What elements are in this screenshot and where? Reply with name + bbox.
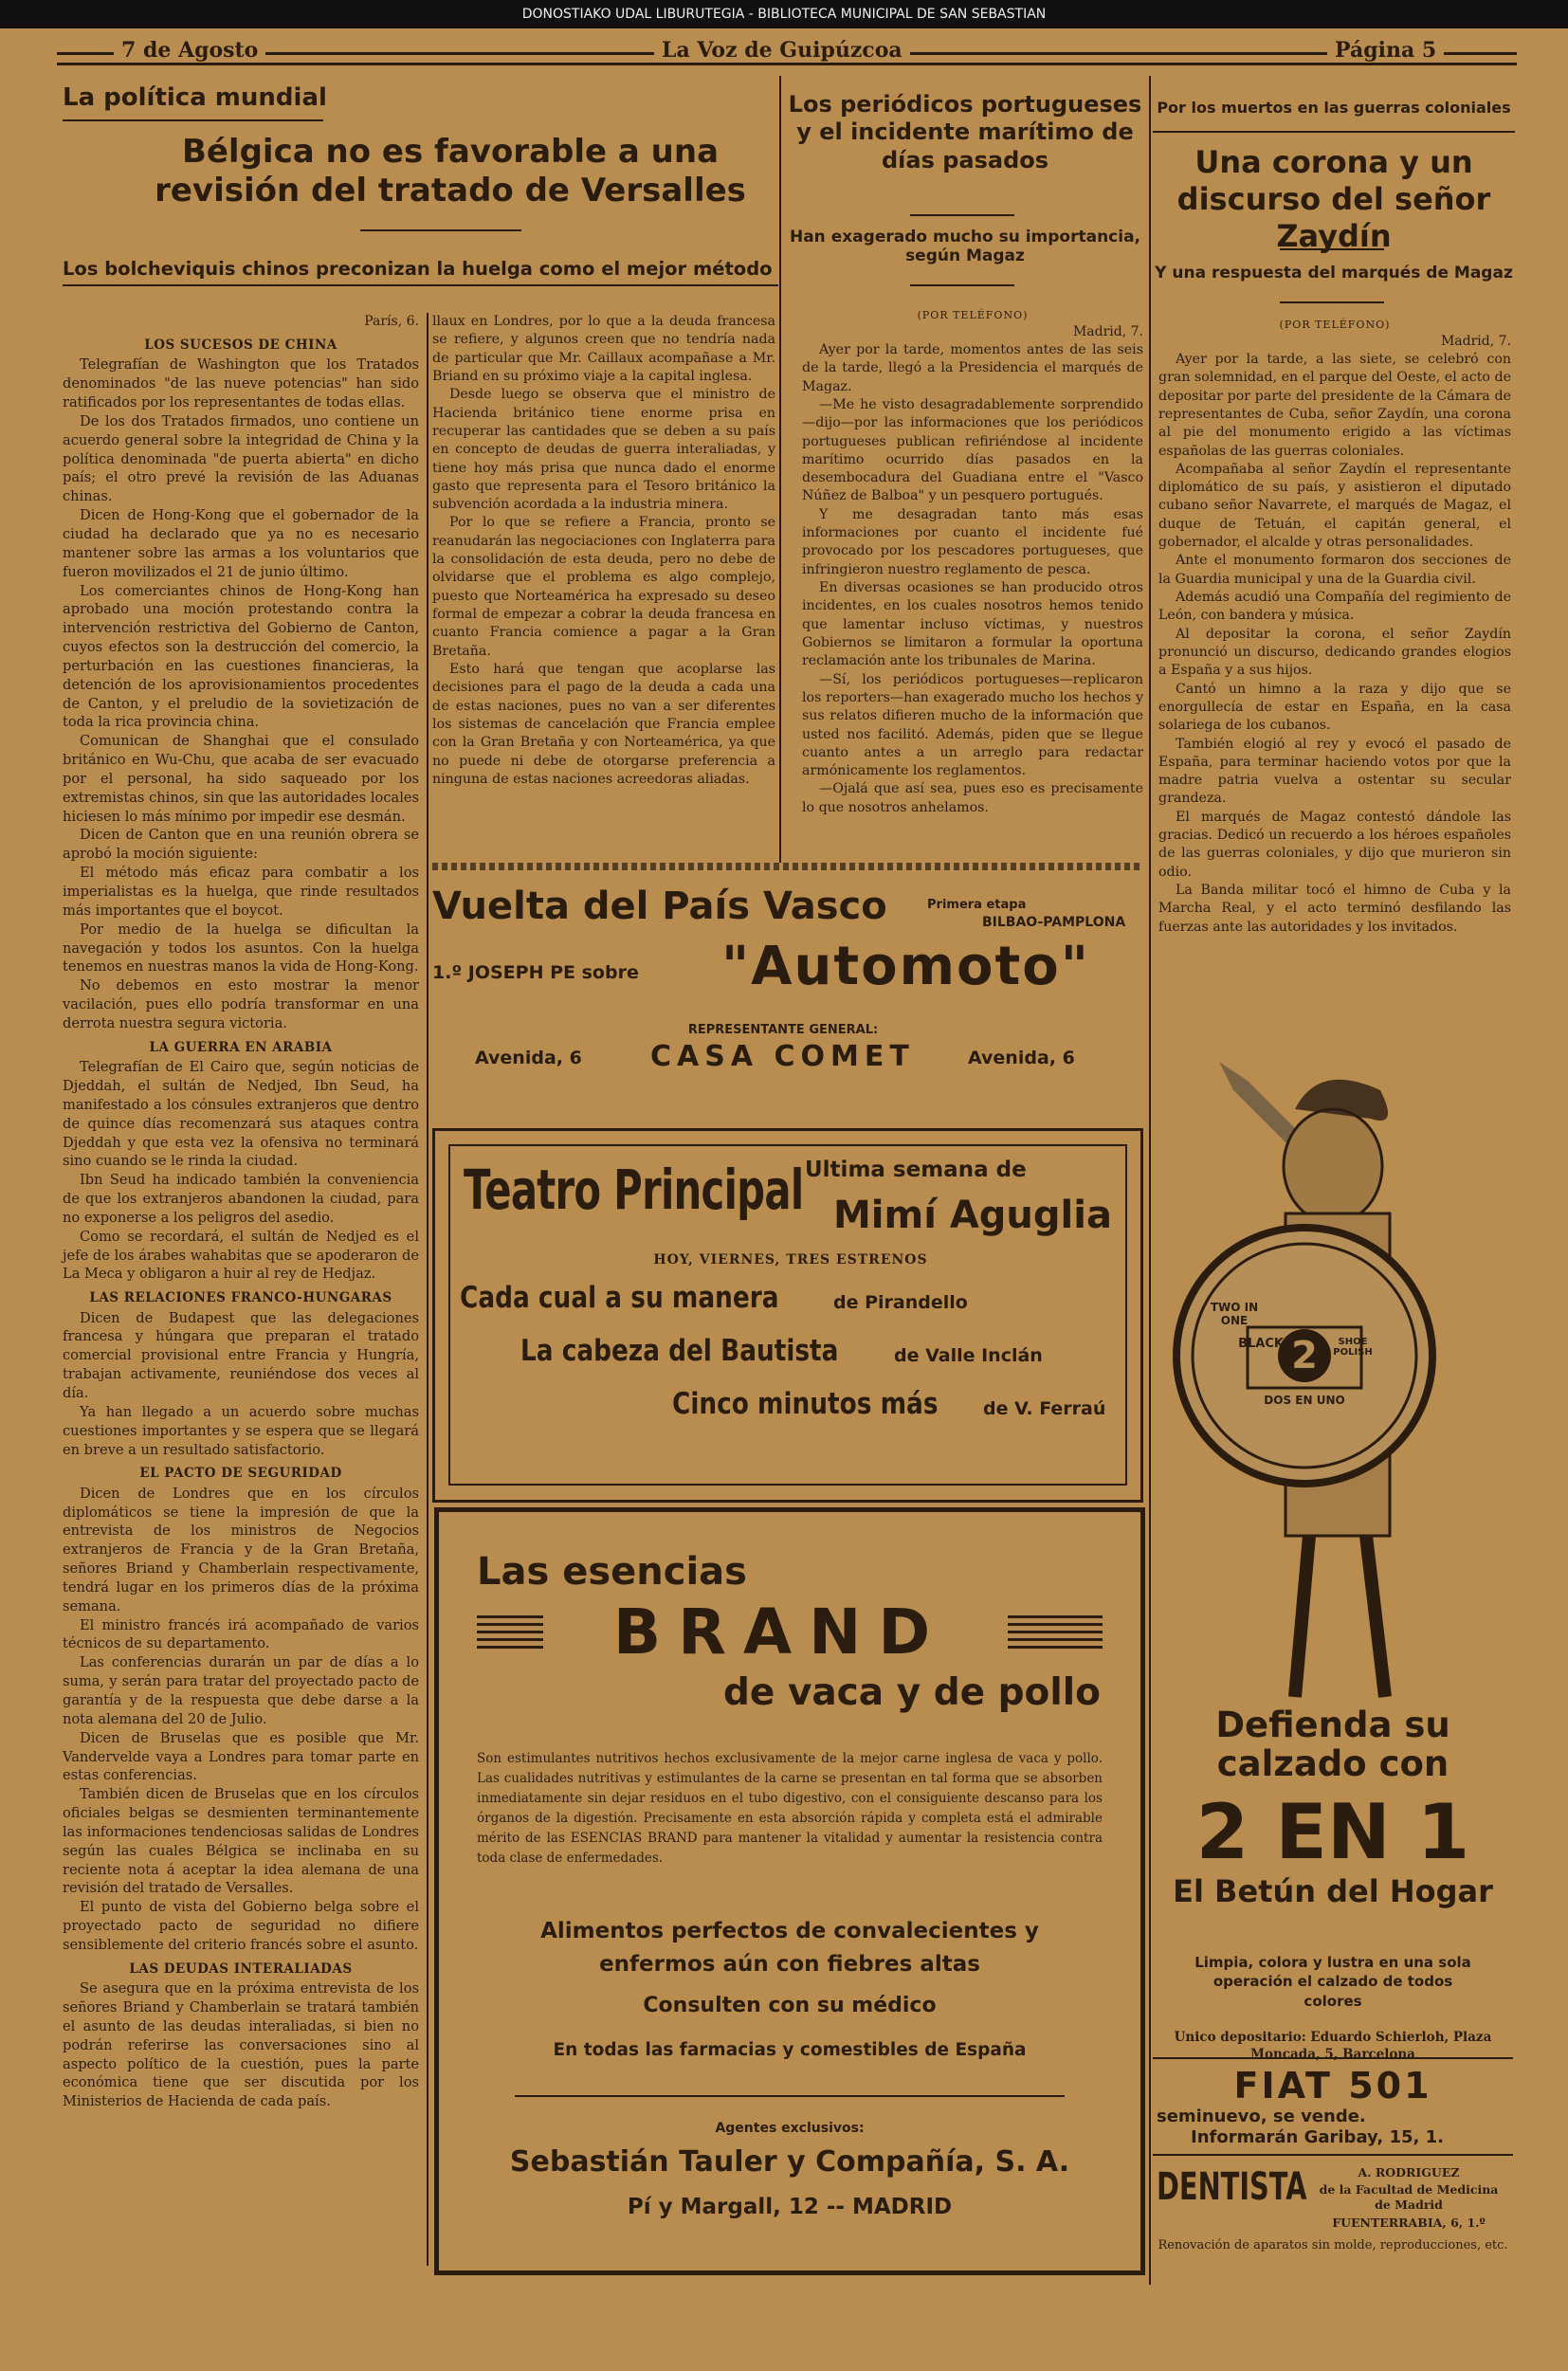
ad-brand-claim1: Alimentos perfectos de convalecientes y enfermos aún con fiebres altas — [540, 1919, 1039, 1977]
ad-betun-depot: Unico depositario: Eduardo Schierloh, Plaza Moncada, 5, Barcelona — [1174, 2030, 1492, 2063]
ad-dentista-name: A. RODRIGUEZ — [1358, 2165, 1460, 2179]
ad-vuelta-stage-label: Primera etapa — [927, 898, 1027, 912]
paragraph: Ante el monumento formaron dos secciones de la Guardia municipal y una de la Guardia civil. — [1158, 553, 1511, 587]
ad-fiat-line2: Informarán Garibay, 15, 1. — [1191, 2127, 1444, 2147]
ad-teatro-play3: Cinco minutos más — [672, 1387, 939, 1421]
paragraph: Telegrafían de Washington que los Tratados denominados "de las nueve potencias" han sido ratificados por los representantes de todas ellas. — [63, 356, 419, 411]
ad-brand-stripes-right — [1008, 1614, 1103, 1649]
ad-brand-line2: de vaca y de pollo — [723, 1671, 1101, 1714]
knight-leg-left — [1295, 1536, 1309, 1697]
knight-illustration — [1153, 1052, 1513, 1706]
header-paper-name: La Voz de Guipúzcoa — [654, 38, 910, 63]
paragraph: Por medio de la huelga se dificultan la navegación y todos los asuntos. Con la huelga tenemos en nuestras manos la vida de Hong-Kong. — [63, 921, 419, 976]
zaydin-headline: Una corona y un discurso del señor Zaydín — [1176, 144, 1491, 255]
ad-dentista-line3: Renovación de aparatos sin molde, reproducciones, etc. — [1158, 2238, 1508, 2252]
deck-rule — [63, 284, 778, 286]
paragraph: El ministro francés irá acompañado de varios técnicos de su departamento. — [63, 1616, 419, 1652]
paragraph: Desde luego se observa que el ministro de Hacienda británico tiene enorme prisa en recuperar las cantidades que se deben a su país en concepto de deudas de guerra interaliadas, y tiene hoy más prisa que nunca dado el enorme gasto que representa para el Tesoro británico la subvención acordada a la industria minera. — [432, 387, 775, 513]
seal-number: 2 — [1291, 1334, 1318, 1377]
paragraph: Comunican de Shanghai que el consulado británico en Wu-Chu, que acaba de ser evacuado por el personal, ha sido saqueado por los extremistas chinos, sin que las autoridades locales hiciesen lo más mínimo por impedir ese desmán. — [63, 733, 419, 825]
paragraph: Ayer por la tarde, a las siete, se celebró con gran solemnidad, en el parque del Oeste, el acto de depositar por parte del presidente de la Cámara de representantes de Cuba, señor Zaydín, una corona al pie del monumento erigido a las víctimas españolas de las guerras coloniales. — [1158, 351, 1511, 459]
paragraph: En diversas ocasiones se han producido otros incidentes, en los cuales nosotros hemos tenido que lamentar incluso víctimas, y nuestros Gobiernos se limitaron a formular la oportuna reclamación ante los tribunales de Marina. — [802, 580, 1143, 669]
article-portugueses — [802, 309, 1143, 817]
paragraph: Y me desagradan tanto más esas informaciones por cuanto el incidente fué provocado por los pescadores portugueses, que infringieron nuestro reglamento de pesca. — [802, 506, 1143, 577]
paragraph: Se asegura que en la próxima entrevista de los señores Briand y Chamberlain se tratará también el asunto de las deudas interaliadas, si bien no podrán referirse las conversaciones sino al aspecto político de la cuestión, pues la parte económica tiene que ser discutida por los Ministerios de Hacienda de cada país. — [63, 1980, 419, 2110]
paragraph: Por lo que se refiere a Francia, pronto se reanudarán las negociaciones con Inglaterra para la consolidación de esta deuda, pero no debe de olvidarse que el problema es algo complejo, puesto que Norteamérica ha expresado su deseo formal de empezar a cobrar la deuda francesa en cuanto Francia comience a pagar a la Gran Bretaña. — [432, 515, 775, 659]
knight-leg-right — [1366, 1536, 1385, 1697]
paragraph: Ya han llegado a un acuerdo sobre muchas cuestiones importantes y se espera que se llegará en breve a un resultado satisfactorio. — [63, 1403, 419, 1458]
deck-rule — [1280, 301, 1384, 303]
dateline: París, 6. — [364, 314, 419, 329]
ad-vuelta-rep-label: REPRESENTANTE GENERAL: — [687, 1023, 879, 1037]
section-kicker: La política mundial — [63, 83, 327, 112]
subhead-franco-hungaras: LAS RELACIONES FRANCO-HUNGARAS — [89, 1290, 392, 1306]
ad-vuelta-brand: "Automoto" — [721, 936, 1090, 997]
ad-brand-address: Pí y Margall, 12 -- MADRID — [627, 2195, 953, 2219]
ad-teatro-play2: La cabeza del Bautista — [520, 1334, 839, 1368]
paragraph: —Sí, los periódicos portugueses—replicaron los reporters—han exagerado mucho los hechos y sus relatos difieren mucho de la información que usted nos facilitó. Además, piden que se llegue cuanto antes a un arreglo para redactar armónicamente los reglamentos. — [802, 671, 1143, 779]
ad-brand-claim2: Consulten con su médico — [643, 1994, 937, 2017]
ad-fiat-line1: seminuevo, se vende. — [1157, 2107, 1366, 2126]
ad-betun-brand: 2 EN 1 — [1195, 1788, 1470, 1876]
ad-vuelta-stage: BILBAO-PAMPLONA — [982, 915, 1126, 930]
ad-brand-body: Son estimulantes nutritivos hechos exclusivamente de la mejor carne inglesa de vaca y pollo. Las cualidades nutritivas y estimulantes de la carne se presentan en tal forma que se absorben inmediatamente sin dejar residuos en el tubo digestivo, con el consiguiente descanso para los órganos de la digestión. Precisamente en esta absorción rápida y completa está el admirable mérito de las ESENCIAS BRAND para mantener la vitalidad y aumentar la resistencia contra toda clase de enfermedades. — [477, 1751, 1103, 1866]
column-rule — [779, 76, 781, 863]
ad-brand-line1: Las esencias — [477, 1550, 747, 1594]
ad-teatro-line1: Ultima semana de — [805, 1158, 1027, 1182]
seal-bottom-text: DOS EN UNO — [1264, 1394, 1345, 1407]
helmet-plume — [1295, 1080, 1388, 1121]
ad-vuelta-address-right: Avenida, 6 — [968, 1048, 1075, 1068]
ad-betun-line2: El Betún del Hogar — [1173, 1873, 1493, 1909]
paragraph: De los dos Tratados firmados, uno contiene un acuerdo general sobre la integridad de China y la política denominada "de puerta abierta" en dicho país; el otro prevé la revisión de las Aduanas chinas. — [63, 412, 419, 505]
ad-betun-2en1 — [1153, 1052, 1513, 2063]
kicker-rule — [1153, 131, 1515, 133]
paragraph: El marqués de Magaz contestó dándole las gracias. Dedicó un recuerdo a los héroes españoles de las guerras coloniales, y dijo que murieron sin odio. — [1158, 809, 1511, 880]
article-continuation — [432, 313, 775, 789]
paragraph: Ibn Seud ha indicado también la conveniencia de que los extranjeros abandonen la ciudad, para no exponerse a los peligros del asedio. — [63, 1172, 419, 1226]
paragraph: No debemos en esto mostrar la menor vacilación, pues ello podría transformar en una derrota nuestra segura victoria. — [63, 977, 419, 1031]
ad-vuelta-title: Vuelta del País Vasco — [432, 885, 887, 928]
paragraph: También dicen de Bruselas que en los círculos oficiales belgas se desmienten terminantemente las informaciones tendenciosas salidas de Londres según las cuales Bélgica se inclinaba en su reciente nota á aceptar la idea alemana de una revisión del tratado de Versalles. — [63, 1786, 419, 1897]
ad-esencias-brand — [434, 1507, 1145, 2275]
ad-fiat-title: FIAT 501 — [1233, 2065, 1432, 2107]
ad-teatro-artist: Mimí Aguglia — [833, 1194, 1112, 1237]
ad-betun-line3: Limpia, colora y lustra en una sola operación el calzado de todos colores — [1194, 1954, 1471, 2010]
header-date: 7 de Agosto — [114, 38, 265, 63]
column-rule — [1149, 76, 1151, 2285]
ad-brand-agents-label: Agentes exclusivos: — [715, 2121, 865, 2136]
ad-teatro-name: Teatro Principal — [464, 1158, 804, 1222]
paragraph: Dicen de Budapest que las delegaciones francesa y húngara que preparan el tratado comercial provisional entre Francia y Hungría, trabajan activamente, reuniéndose dos veces al día. — [63, 1309, 419, 1401]
paragraph: Además acudió una Compañía del regimiento de León, con bandera y música. — [1158, 590, 1511, 624]
portugueses-headline: Los periódicos portugueses y el incidente marítimo de días pasados — [788, 91, 1142, 173]
ad-teatro-play1: Cada cual a su manera — [460, 1281, 779, 1315]
ad-vuelta-address-left: Avenida, 6 — [475, 1048, 582, 1068]
ad-brand-claim3: En todas las farmacias y comestibles de España — [553, 2040, 1027, 2060]
header-page-number: Página 5 — [1327, 38, 1444, 63]
knight-head — [1284, 1109, 1382, 1223]
ad-divider — [1153, 2057, 1513, 2059]
dateline: Madrid, 7. — [1072, 323, 1143, 339]
zaydin-kicker: Por los muertos en las guerras coloniales — [1157, 99, 1511, 117]
page-header — [57, 38, 1517, 70]
ad-teatro-today: HOY, VIERNES, TRES ESTRENOS — [653, 1252, 928, 1268]
ad-dentista — [1153, 2161, 1513, 2275]
paragraph: Ayer por la tarde, momentos antes de las seis de la tarde, llegó a la Presidencia el marqués de Magaz. — [802, 341, 1143, 394]
headline-rule — [1280, 248, 1384, 250]
ad-vuelta-winner: 1.º JOSEPH PE sobre — [432, 962, 639, 983]
subhead-arabia: LA GUERRA EN ARABIA — [149, 1039, 333, 1055]
seal-top-text: TWO IN ONE — [1210, 1301, 1259, 1327]
ad-brand-divider — [515, 2095, 1065, 2097]
paragraph: Acompañaba al señor Zaydín el representante diplomático de su país, y asistieron el diputado cubano señor Navarrete, el marqués de Magaz, el duque de Tetuán, el capitán general, el gobernador, el alcalde y otras personalidades. — [1158, 461, 1511, 551]
paragraph: Las conferencias durarán un par de días a lo suma, y serán para tratar del proyectado pacto de garantía y de la respuesta que debe darse a la nota alemana del 20 de Julio. — [63, 1654, 419, 1727]
ad-teatro-author2: de Valle Inclán — [894, 1345, 1043, 1366]
ad-dentista-line2: FUENTERRABIA, 6, 1.º — [1332, 2216, 1486, 2230]
portugueses-deck: Han exagerado mucho su importancia, según Magaz — [789, 228, 1141, 265]
zaydin-deck: Y una respuesta del marqués de Magaz — [1155, 264, 1513, 283]
seal-right-text: SHOE POLISH — [1333, 1337, 1373, 1358]
paragraph: Como se recordará, el sultán de Nedjed es el jefe de los árabes wahabitas que se apoderaron de La Meca y obligaron a huir al rey de Hedjaz. — [63, 1228, 419, 1283]
ad-brand-name: BRAND — [612, 1596, 948, 1669]
ad-teatro-author1: de Pirandello — [833, 1292, 968, 1313]
seal-mid-text: BLACK — [1238, 1337, 1284, 1351]
ornament-rule — [432, 863, 1143, 870]
main-deck: Los bolcheviquis chinos preconizan la huelga como el mejor método — [63, 258, 773, 280]
subhead-china: LOS SUCESOS DE CHINA — [144, 337, 337, 354]
ad-brand-agents: Sebastián Tauler y Compañía, S. A. — [509, 2145, 1070, 2179]
paragraph: El punto de vista del Gobierno belga sobre el proyectado pacto de seguridad no difiere sensiblemente del criterio francés sobre el asunto. — [63, 1899, 419, 1953]
article-politica-mundial — [63, 313, 419, 2111]
article-zaydin — [1158, 319, 1511, 937]
paragraph: Esto hará que tengan que acoplarse las decisiones para el pago de la deuda a cada una de estas naciones, pues no van a ser diferentes los sistemas de cancelación que Francia emplee con la Gran Bretaña y con Norteamérica, ya que no puede ni debe de otorgarse preferencia a ninguna de estas naciones acreedoras aliadas. — [432, 661, 775, 787]
paragraph: llaux en Londres, por lo que a la deuda francesa se refiere, y algunos creen que no tendría nada de particular que Mr. Caillaux acompañase a Mr. Briand en su próximo viaje a la capital inglesa. — [432, 314, 775, 384]
ad-brand-stripes-left — [477, 1614, 543, 1649]
ad-fiat-501 — [1153, 2065, 1513, 2150]
subhead-pacto: EL PACTO DE SEGURIDAD — [139, 1466, 342, 1482]
paragraph: La Banda militar tocó el himno de Cuba y la Marcha Real, y el acto terminó desfilando las fuerzas ante las autoridades y los invitados. — [1158, 883, 1511, 935]
paragraph: Dicen de Canton que en una reunión obrera se aprobó la moción siguiente: — [63, 827, 419, 863]
ad-betun-line1: Defienda su calzado con — [1215, 1705, 1450, 1784]
paragraph: Los comerciantes chinos de Hong-Kong han aprobado una moción protestando contra la intervención restrictiva del Gobierno de Canton, cuyos efectos son la destrucción del comercio, la perturbación en las cuestiones financieras, la detención de los aprovisionamientos procedentes de Canton, y el preludio de la sovietización de toda la rica provincia china. — [63, 582, 419, 731]
library-banner: DONOSTIAKO UDAL LIBURUTEGIA - BIBLIOTECA MUNICIPAL DE SAN SEBASTIAN — [0, 0, 1568, 28]
deck-rule — [910, 284, 1014, 286]
ad-teatro-author3: de V. Ferraú — [983, 1398, 1106, 1419]
paragraph: Al depositar la corona, el señor Zaydín pronunció un discurso, dedicando grandes elogios a España y a sus hijos. — [1158, 626, 1511, 679]
paragraph: —Ojalá que así sea, pues eso es precisamente lo que nosotros anhelamos. — [802, 781, 1143, 815]
dateline: Madrid, 7. — [1440, 333, 1511, 349]
ad-dentista-line1: de la Facultad de Medicina de Madrid — [1319, 2182, 1499, 2213]
headline-rule — [360, 229, 521, 231]
main-headline: Bélgica no es favorable a una revisión del tratado de Versalles — [155, 133, 746, 210]
ad-divider — [1153, 2154, 1513, 2156]
column-rule — [427, 313, 428, 2266]
paragraph: Dicen de Londres que en los círculos diplomáticos se tiene la impresión de que la entrevista de los ministros de Negocios extranjeros de Francia y de la Gran Bretaña, señores Briand y Chamberlain respectivamente, tendrá lugar en los primeros días de la próxima semana. — [63, 1485, 419, 1614]
telephone-note: (POR TELÉFONO) — [917, 309, 1029, 321]
paragraph: —Me he visto desagradablemente sorprendido—dijo—por las informaciones que los periódicos portugueses publican refiriéndose al incidente marítimo ocurrido días pasados en la desembocadura del Guadiana entre el "Vasco Núñez de Balboa" y un pesquero portugués. — [802, 396, 1143, 504]
subhead-deudas: LAS DEUDAS INTERALIADAS — [129, 1961, 353, 1977]
paragraph: También elogió al rey y evocó el pasado de España, para terminar haciendo votos por que la madre patria vuelva a ostentar su secular grandeza. — [1158, 736, 1511, 807]
ad-vuelta-pais-vasco — [432, 877, 1143, 1081]
telephone-note: (POR TELÉFONO) — [1279, 319, 1391, 331]
paragraph: Cantó un himno a la raza y dijo que se enorgullecía de estar en España, en la casa solariega de los cubanos. — [1158, 681, 1511, 734]
paragraph: Dicen de Hong-Kong que el gobernador de la ciudad ha declarado que ya no es necesario mantener sobre las armas a los voluntarios que fueron movilizados el 21 de junio último. — [63, 507, 419, 580]
paragraph: El método más eficaz para combatir a los imperialistas es la huelga, que rinde resultados más importantes que el boycot. — [63, 865, 419, 919]
ad-vuelta-shop: CASA COMET — [650, 1040, 915, 1073]
ad-dentista-title: DENTISTA — [1157, 2165, 1307, 2209]
kicker-underline — [63, 119, 323, 121]
paragraph: Dicen de Bruselas que es posible que Mr. Vandervelde vaya a Londres para tomar parte en estas conferencias. — [63, 1729, 419, 1784]
ad-teatro-principal — [432, 1128, 1143, 1503]
paragraph: Telegrafían de El Cairo que, según noticias de Djeddah, el sultán de Nedjed, Ibn Seud, ha manifestado a los cónsules extranjeros que dentro de quince días recomenzará sus ataques contra Djeddah y que esta vez la ofensiva no terminará sino cuando se le rinda la ciudad. — [63, 1059, 419, 1170]
headline-rule — [910, 214, 1014, 216]
